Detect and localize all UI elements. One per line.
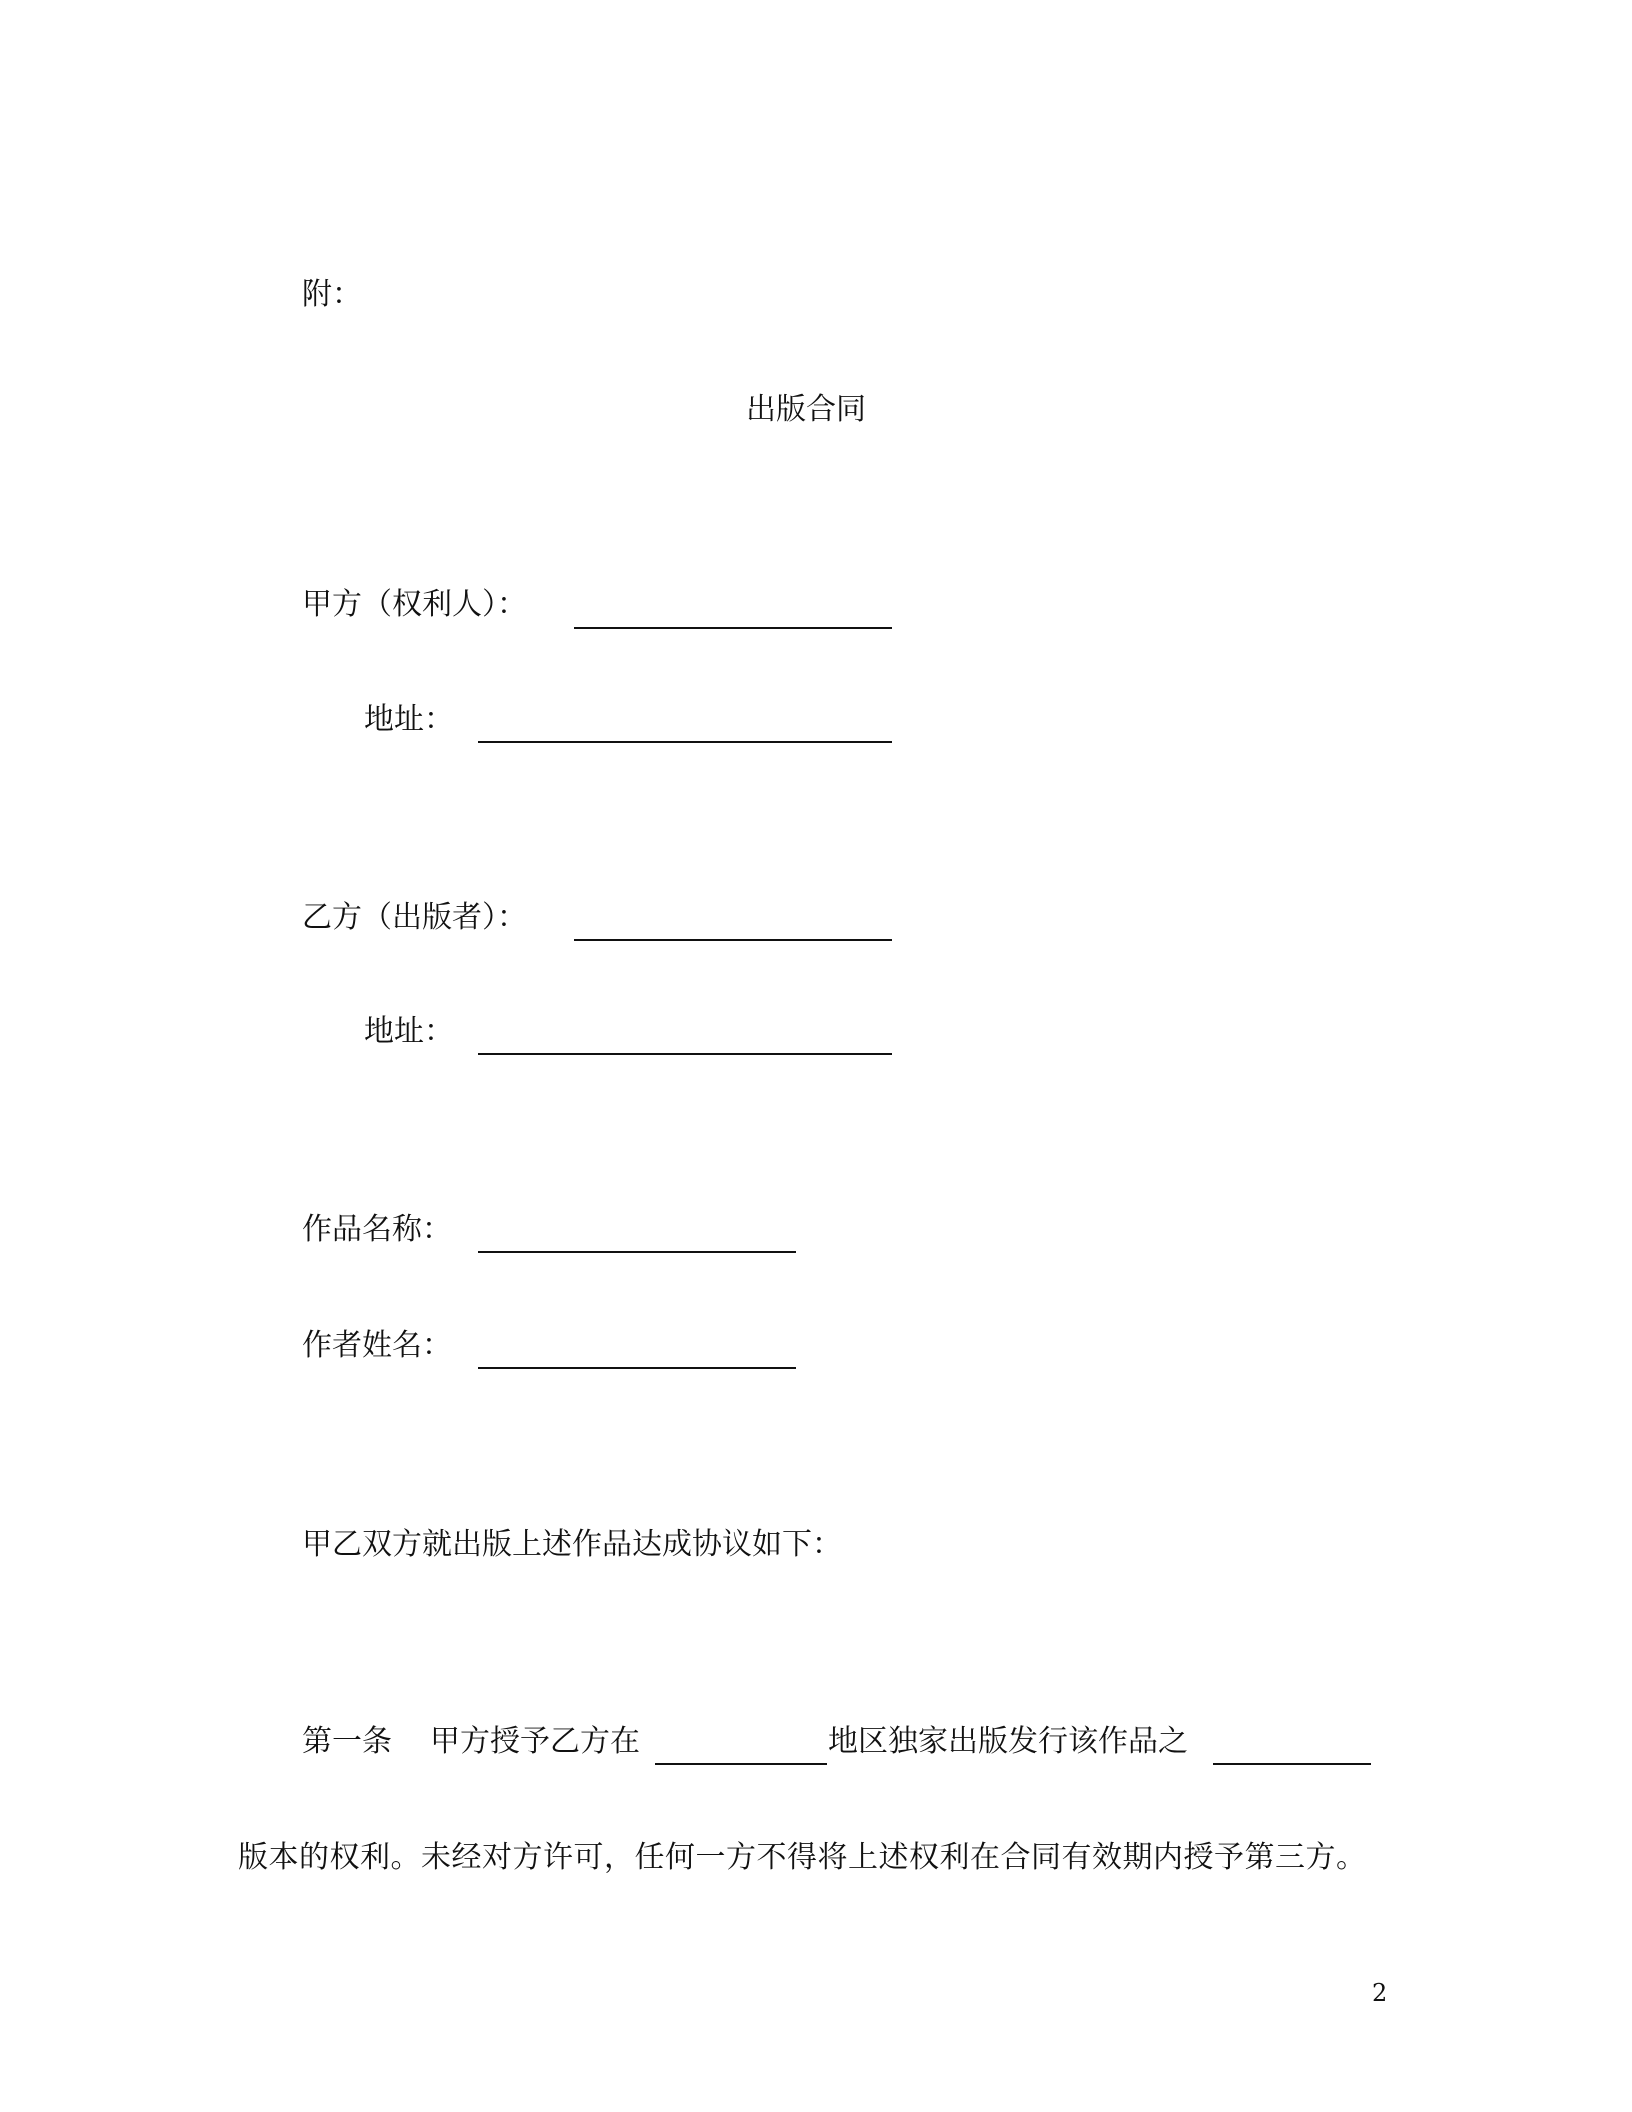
article-1-region-blank-line — [655, 1763, 827, 1765]
article-1-text-part2: 地区独家出版发行该作品之 — [828, 1724, 1188, 1759]
work-title-blank-line — [478, 1251, 796, 1253]
party-a-address-label: 地址： — [364, 702, 454, 737]
article-1-number: 第一条 — [302, 1724, 392, 1759]
article-1-text-part1: 甲方授予乙方在 — [430, 1724, 640, 1759]
party-b-blank-line — [574, 939, 892, 941]
party-b-label: 乙方（出版者）： — [302, 900, 527, 935]
article-1-version-blank-line — [1213, 1763, 1371, 1765]
party-b-address-blank-line — [478, 1053, 892, 1055]
attachment-label: 附： — [302, 277, 362, 312]
party-b-address-label: 地址： — [364, 1014, 454, 1049]
page-number: 2 — [1372, 1979, 1388, 2007]
party-a-label: 甲方（权利人）： — [302, 587, 527, 622]
article-1-text-line2: 版本的权利。未经对方许可，任何一方不得将上述权利在合同有效期内授予第三方。 — [238, 1840, 1367, 1875]
agreement-intro: 甲乙双方就出版上述作品达成协议如下： — [302, 1527, 842, 1562]
author-name-blank-line — [478, 1367, 796, 1369]
document-title: 出版合同 — [746, 392, 866, 427]
work-title-label: 作品名称： — [302, 1212, 452, 1247]
party-a-address-blank-line — [478, 741, 892, 743]
author-name-label: 作者姓名： — [302, 1328, 452, 1363]
party-a-blank-line — [574, 627, 892, 629]
